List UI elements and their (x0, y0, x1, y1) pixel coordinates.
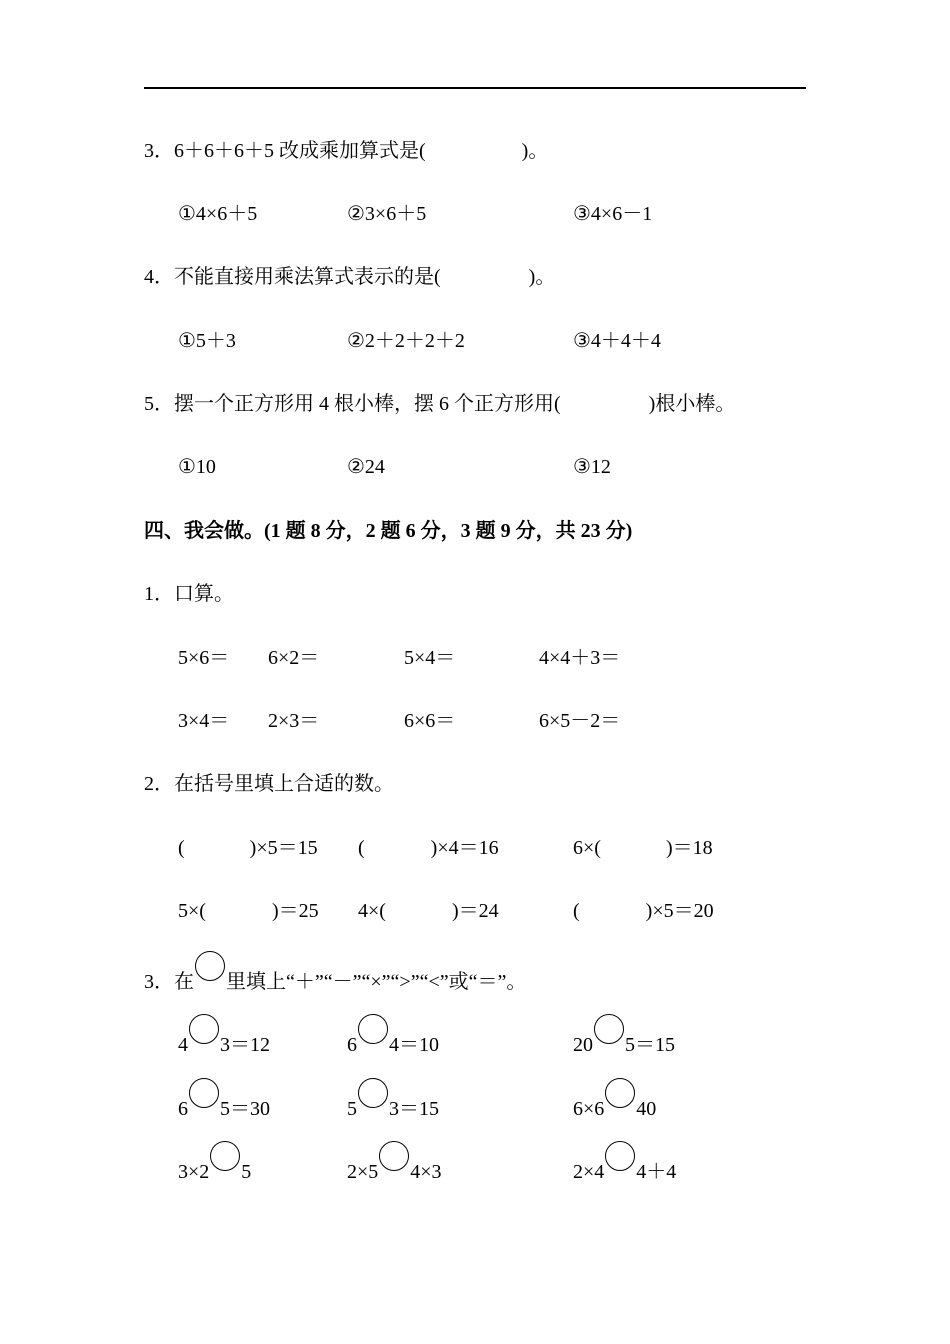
question-5 (144, 391, 735, 417)
compare-item: 6 4＝10 (347, 1024, 439, 1058)
part-3-title (144, 961, 526, 995)
part-text: 在 (174, 971, 194, 993)
fill-blank-item: 6×( )＝18 (573, 837, 713, 859)
circle-blank[interactable] (358, 1014, 388, 1044)
option: ①5＋3 (178, 330, 236, 352)
circle-blank[interactable] (358, 1078, 388, 1108)
option: ③12 (573, 456, 611, 478)
compare-item: 4 3＝12 (178, 1024, 270, 1058)
option: ②24 (347, 456, 385, 478)
question-3 (144, 138, 548, 164)
part-1-title (144, 581, 234, 607)
mental-math-item: 4×4＋3＝ (539, 647, 621, 669)
mental-math-item: 5×6＝ (178, 647, 230, 669)
part-text-end: 里填上“＋”“－”“×”“>”“<”或“＝”。 (226, 971, 527, 993)
question-text-end: )根小棒。 (648, 393, 736, 415)
question-text: 摆一个正方形用 4 根小棒，摆 6 个正方形用( (174, 393, 561, 415)
circle-blank[interactable] (210, 1141, 240, 1171)
question-number: 3． (144, 140, 174, 162)
option: ③4×6－1 (573, 203, 653, 225)
part-number: 1． (144, 583, 174, 605)
question-text-end: )。 (528, 266, 556, 288)
question-number: 5． (144, 393, 174, 415)
part-text: 口算。 (174, 583, 234, 605)
option: ①4×6＋5 (178, 203, 258, 225)
fill-blank-item: ( )×5＝15 (178, 837, 318, 859)
mental-math-item: 6×5－2＝ (539, 710, 621, 732)
question-4 (144, 264, 555, 290)
mental-math-item: 3×4＝ (178, 710, 230, 732)
circle-blank[interactable] (594, 1014, 624, 1044)
part-number: 2． (144, 773, 174, 795)
compare-item: 6×6 40 (573, 1088, 656, 1122)
option: ②2＋2＋2＋2 (347, 330, 465, 352)
compare-item: 3×2 5 (178, 1151, 251, 1185)
fill-blank-item: ( )×5＝20 (573, 900, 714, 922)
question-number: 4． (144, 266, 174, 288)
mental-math-item: 5×4＝ (404, 647, 456, 669)
question-text: 不能直接用乘法算式表示的是( (174, 266, 441, 288)
circle-blank-icon (195, 951, 225, 981)
circle-blank[interactable] (605, 1078, 635, 1108)
circle-blank[interactable] (189, 1078, 219, 1108)
fill-blank-item: 5×( )＝25 (178, 900, 319, 922)
compare-item: 2×5 4×3 (347, 1151, 442, 1185)
option: ②3×6＋5 (347, 203, 427, 225)
mental-math-item: 2×3＝ (268, 710, 320, 732)
question-text: 6＋6＋6＋5 改成乘加算式是( (174, 140, 426, 162)
compare-item: 2×4 4＋4 (573, 1151, 676, 1185)
mental-math-item: 6×6＝ (404, 710, 456, 732)
mental-math-item: 6×2＝ (268, 647, 320, 669)
option: ①10 (178, 456, 216, 478)
circle-blank[interactable] (605, 1141, 635, 1171)
circle-blank[interactable] (379, 1141, 409, 1171)
fill-blank-item: 4×( )＝24 (358, 900, 499, 922)
part-2-title (144, 771, 394, 797)
part-text: 在括号里填上合适的数。 (174, 773, 394, 795)
option: ③4＋4＋4 (573, 330, 661, 352)
circle-blank[interactable] (189, 1014, 219, 1044)
compare-item: 20 5＝15 (573, 1024, 675, 1058)
fill-blank-item: ( )×4＝16 (358, 837, 499, 859)
compare-item: 6 5＝30 (178, 1088, 270, 1122)
section-heading: 四、我会做。(1 题 8 分，2 题 6 分，3 题 9 分，共 23 分) (144, 520, 633, 542)
compare-item: 5 3＝15 (347, 1088, 439, 1122)
question-text-end: )。 (521, 140, 549, 162)
header-rule (144, 87, 806, 89)
part-number: 3． (144, 971, 174, 993)
